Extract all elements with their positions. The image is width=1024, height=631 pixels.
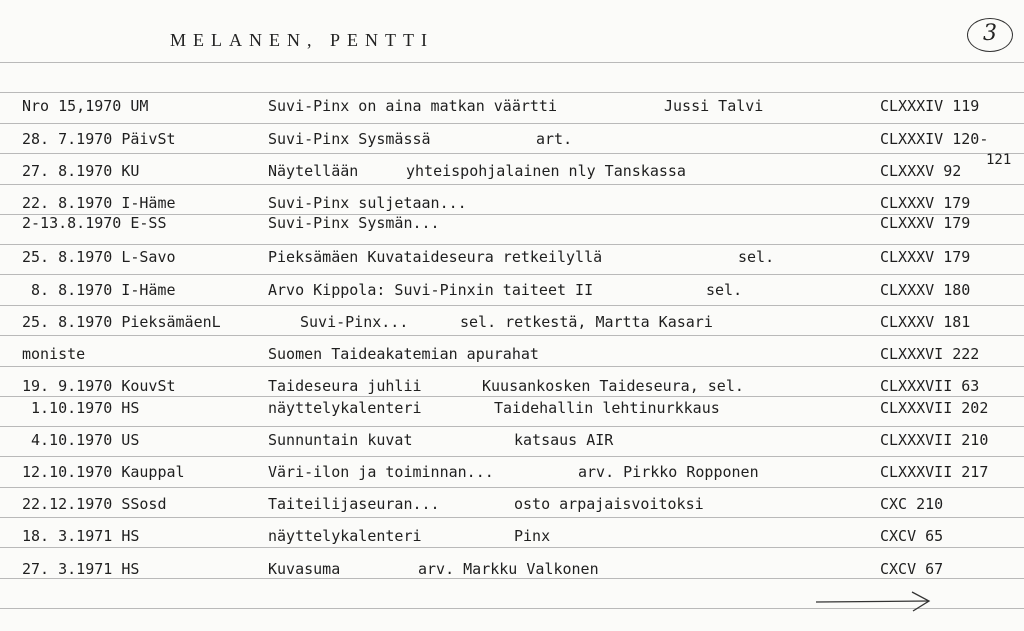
rule-line: [0, 274, 1024, 275]
entry-date-source: 28. 7.1970 PäivSt: [22, 130, 176, 148]
entry-ref: CXC 210: [880, 495, 944, 513]
entry-ref: CLXXXV 179: [880, 214, 971, 232]
entry-title: Suvi-Pinx Sysmässä: [268, 130, 431, 148]
continue-arrow-icon: [812, 586, 936, 616]
entry-ref: CLXXXV 179: [880, 194, 971, 212]
entry-date-source: 4.10.1970 US: [31, 431, 140, 449]
rule-line: [0, 92, 1024, 93]
entry-ref: CXCV 67: [880, 560, 944, 578]
entry-note: katsaus AIR: [514, 431, 614, 449]
rule-line: [0, 517, 1024, 518]
rule-line: [0, 123, 1024, 124]
rule-line: [0, 335, 1024, 336]
entry-title: Suvi-Pinx on aina matkan väärtti: [268, 97, 557, 115]
entry-date-source: Nro 15,1970 UM: [22, 97, 149, 115]
entry-ref: CLXXXIV 120-: [880, 130, 989, 148]
entry-ref: CLXXXVII 217: [880, 463, 989, 481]
rule-line: [0, 244, 1024, 245]
entry-date-source: 22.12.1970 SSosd: [22, 495, 167, 513]
entry-title: näyttelykalenteri: [268, 527, 422, 545]
rule-line: [0, 153, 1024, 154]
entry-ref: CLXXXV 179: [880, 248, 971, 266]
entry-note: yhteispohjalainen nly Tanskassa: [406, 162, 686, 180]
entry-date-source: 22. 8.1970 I-Häme: [22, 194, 176, 212]
entry-note: Taidehallin lehtinurkkaus: [494, 399, 720, 417]
entry-ref: CLXXXVII 210: [880, 431, 989, 449]
entry-date-source: 2-13.8.1970 E-SS: [22, 214, 167, 232]
entry-note: arv. Pirkko Ropponen: [578, 463, 759, 481]
entry-title: Suvi-Pinx suljetaan...: [268, 194, 467, 212]
card-title: MELANEN, PENTTI: [170, 30, 434, 50]
entry-title: Taiteilijaseuran...: [268, 495, 440, 513]
entry-date-source: 1.10.1970 HS: [31, 399, 140, 417]
entry-note: arv. Markku Valkonen: [418, 560, 599, 578]
entry-title: Suomen Taideakatemian apurahat: [268, 345, 539, 363]
rule-line: [0, 426, 1024, 427]
entry-title: Sunnuntain kuvat: [268, 431, 413, 449]
entry-title: Kuvasuma: [268, 560, 341, 578]
entry-title: Arvo Kippola: Suvi-Pinxin taiteet II: [268, 281, 594, 299]
entry-date-source: 12.10.1970 Kauppal: [22, 463, 185, 481]
entry-note: Pinx: [514, 527, 551, 545]
entry-note: Jussi Talvi: [664, 97, 764, 115]
entry-date-source: 18. 3.1971 HS: [22, 527, 140, 545]
entry-note: sel.: [738, 248, 775, 266]
card-number: 3: [967, 18, 1013, 52]
entry-title: Väri-ilon ja toiminnan...: [268, 463, 494, 481]
entry-date-source: 8. 8.1970 I-Häme: [31, 281, 176, 299]
entry-note: osto arpajaisvoitoksi: [514, 495, 704, 513]
entry-title: Suvi-Pinx...: [300, 313, 409, 331]
entry-ref: CLXXXVII 63: [880, 377, 980, 395]
rule-line: [0, 578, 1024, 579]
entry-ref: CLXXXVI 222: [880, 345, 980, 363]
entry-ref: CLXXXVII 202: [880, 399, 989, 417]
rule-line: [0, 487, 1024, 488]
entry-note: art.: [536, 130, 573, 148]
rule-line: [0, 366, 1024, 367]
rule-line: [0, 305, 1024, 306]
rule-line: [0, 547, 1024, 548]
entry-ref: CLXXXV 181: [880, 313, 971, 331]
rule-line: [0, 62, 1024, 63]
entry-title: Suvi-Pinx Sysmän...: [268, 214, 440, 232]
entry-date-source: 19. 9.1970 KouvSt: [22, 377, 176, 395]
entry-date-source: 27. 3.1971 HS: [22, 560, 140, 578]
entry-date-source: 27. 8.1970 KU: [22, 162, 140, 180]
entry-date-source: 25. 8.1970 PieksämäenL: [22, 313, 221, 331]
entry-ref-continuation: 121: [986, 152, 1012, 168]
rule-line: [0, 456, 1024, 457]
entry-note: Kuusankosken Taideseura, sel.: [482, 377, 744, 395]
entry-title: näyttelykalenteri: [268, 399, 422, 417]
entry-ref: CLXXXV 92: [880, 162, 962, 180]
entry-title: Näytellään: [268, 162, 359, 180]
entry-date-source: moniste: [22, 345, 86, 363]
rule-line: [0, 184, 1024, 185]
entry-ref: CXCV 65: [880, 527, 944, 545]
entry-title: Pieksämäen Kuvataideseura retkeilyllä: [268, 248, 603, 266]
rule-line: [0, 396, 1024, 397]
entry-note: sel.: [706, 281, 743, 299]
entry-ref: CLXXXV 180: [880, 281, 971, 299]
entry-date-source: 25. 8.1970 L-Savo: [22, 248, 176, 266]
entry-title: Taideseura juhlii: [268, 377, 422, 395]
entry-note: sel. retkestä, Martta Kasari: [460, 313, 713, 331]
entry-ref: CLXXXIV 119: [880, 97, 980, 115]
